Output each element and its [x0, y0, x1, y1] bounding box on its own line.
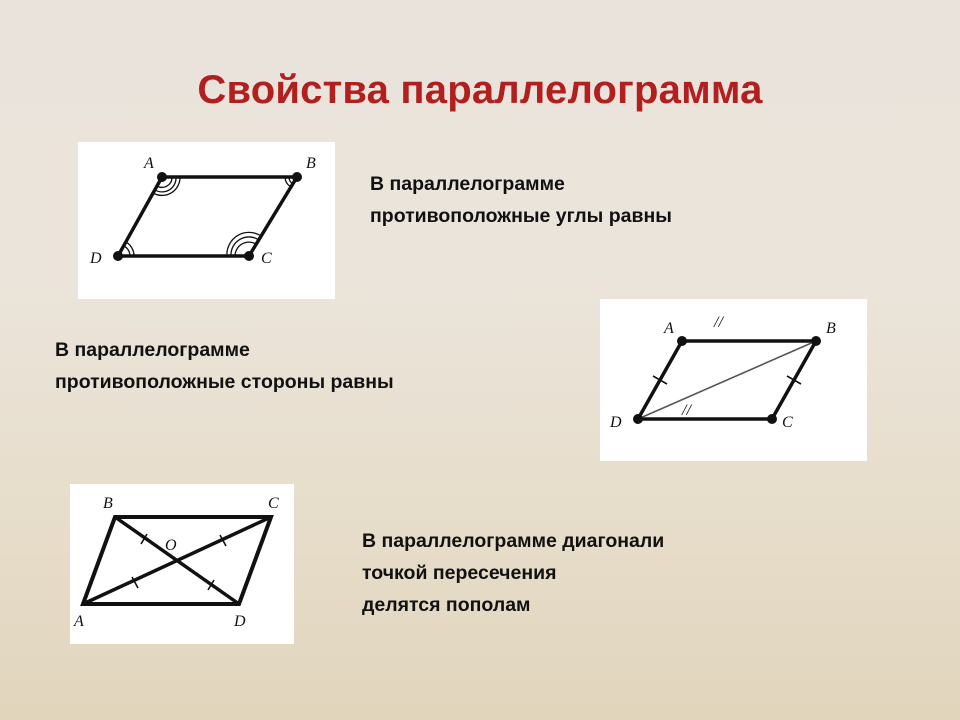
- text-line: противоположные углы равны: [370, 205, 672, 227]
- property-sides-text: [55, 334, 394, 398]
- vertex-b: [292, 172, 302, 182]
- vertex-label-c: C: [268, 495, 279, 512]
- parallel-mark-ab: //: [714, 314, 723, 331]
- slide-title: Свойства параллелограмма: [197, 68, 763, 112]
- text-line: В параллелограмме: [370, 173, 565, 195]
- vertex-label-b: B: [103, 495, 113, 512]
- diagonal-db: [638, 341, 816, 419]
- center-label-o: O: [165, 537, 177, 554]
- vertex-d: [633, 414, 643, 424]
- vertex-label-a: A: [144, 155, 154, 172]
- text-line: противоположные стороны равны: [55, 371, 394, 393]
- vertex-label-c: C: [782, 414, 793, 431]
- vertex-a: [157, 172, 167, 182]
- diagonal-bd: [115, 517, 239, 604]
- vertex-label-d: D: [610, 414, 622, 431]
- vertex-label-d: D: [90, 250, 102, 267]
- text-line: делятся пополам: [362, 594, 531, 616]
- property-diagonals-text: [362, 525, 664, 621]
- vertex-label-b: B: [306, 155, 316, 172]
- vertex-a: [677, 336, 687, 346]
- vertex-b: [811, 336, 821, 346]
- vertex-label-b: B: [826, 320, 836, 337]
- parallelogram-abcd: [118, 177, 297, 256]
- diagonals-figure: [70, 484, 294, 644]
- text-line: В параллелограмме диагонали: [362, 530, 665, 552]
- text-line: точкой пересечения: [362, 562, 557, 584]
- vertex-label-d: D: [234, 613, 246, 630]
- vertex-label-a: A: [664, 320, 674, 337]
- parallel-mark-dc: //: [682, 402, 691, 419]
- vertex-label-c: C: [261, 250, 272, 267]
- angles-figure: [78, 142, 335, 299]
- vertex-d: [113, 251, 123, 261]
- vertex-c: [244, 251, 254, 261]
- vertex-c: [767, 414, 777, 424]
- vertex-label-a: A: [74, 613, 84, 630]
- sides-figure: [600, 299, 867, 461]
- text-line: В параллелограмме: [55, 339, 250, 361]
- property-angles-text: [370, 168, 672, 232]
